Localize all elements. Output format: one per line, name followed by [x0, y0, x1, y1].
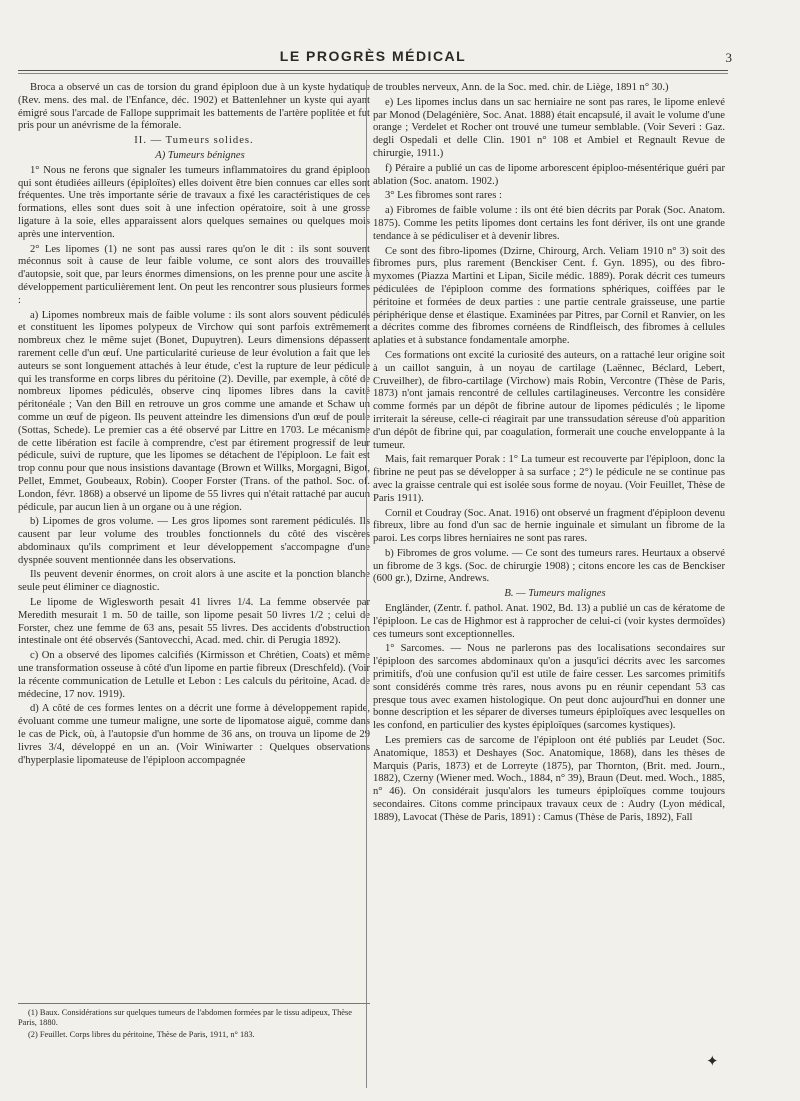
subsection-heading: B. — Tumeurs malignes	[504, 588, 606, 600]
paragraph: b) Fibromes de gros volume. — Ce sont des tumeurs rares. Heurtaux a observé un fibrome de 3 kgs. (Soc. de chirurgie 1908) ; citons encore les cas de Benckiser (600 gr.), Dzirne, Andrews.	[373, 547, 725, 585]
journal-title: LE PROGRÈS MÉDICAL	[279, 48, 467, 64]
paragraph: a) Fibromes de faible volume : ils ont été bien décrits par Porak (Soc. Anatom. 1875). Comme les petits lipomes dont certains les font dériver, ils ont une grande tendance à se pédiculiser et à devenir libres.	[373, 205, 725, 242]
paragraph: c) On a observé des lipomes calcifiés (Kirmisson et Chrétien, Coats) et même une transformation osseuse à côté d'un lipome en partie fibreux (Dreschfeld). (Voir la récente communication de Letulle et Lebon : Les calculs du péritoine, Acad. de médecine, 17 nov. 1919).	[18, 650, 370, 700]
paragraph: Le lipome de Wiglesworth pesait 41 livres 1/4. La femme observée par Meredith mesurait 1 m. 50 de taille, son lipome pesait 50 livres 1/2 ; celui de Forster, chez une femme de 63 ans, pesait 55 livres. Des accidents d'obstruction intestinale ont été observés (Santovecchi, Acad. med. chir. di Perugia 1892).	[18, 597, 370, 647]
paragraph: Ils peuvent devenir énormes, on croit alors à une ascite et la ponction blanche seule peut éliminer ce diagnostic.	[18, 569, 370, 594]
paragraph: Engländer, (Zentr. f. pathol. Anat. 1902, Bd. 13) a publié un cas de kératome de l'épiploon. Le cas de Highmor est à rapprocher de celui-ci (voir kystes dermoïdes) ces tumeurs sont exceptionnelles.	[373, 603, 725, 640]
paragraph: Ces formations ont excité la curiosité des auteurs, on a rattaché leur origine soit à un caillot sanguin, à un noyau de cartilage (Laënnec, Béclard, Lebert, Cruveilher), de fibro-cartilage (Virchow) mais Robin, Vercontre (Thèse de Paris, 1873) n'ont jamais rencontré de cellules cartilagineuses. Vercontre les considère comme formés par un dépôt de fibrine autour de lipomes pédiculés ; le lipome irriterait la séreuse, celle-ci réagirait par une transsudation séreuse d'où apparition d'un dépôt de fibrine qui, par coagulation, formerait une couche enveloppante à la tumeur.	[373, 349, 725, 451]
paragraph: Ce sont des fibro-lipomes (Dzirne, Chirourg, Arch. Veliam 1910 n° 3) soit des fibromes purs, plus rarement (Benckiser Cent. f. Gyn. 1895), ou des fibro-myxomes (Piazza Martini et Lipan, Sicile médic. 1889). Porak décrit ces tumeurs pédiculées de l'épiploon comme des formations sphériques, coiffées par le péritoine et formées de deux parties : une partie centrale graisseuse, une partie périphérique dense et élastique. Examinées par Pitres, par Cornil et Ranvier, on les a décrites comme des fibromes cornéens de Rindfleisch, des fibromes à cellules aplaties et à substance fondamentale amorphe.	[373, 245, 725, 347]
running-header	[18, 44, 732, 71]
paragraph: de troubles nerveux, Ann. de la Soc. med. chir. de Liège, 1891 n° 30.)	[373, 82, 669, 93]
paragraph: Mais, fait remarquer Porak : 1° La tumeur est recouverte par l'épiploon, donc la fibrine ne peut pas se développer à sa surface ; 2°) le pédicule ne se continue pas avec la graisse centrale qui est isolée sous forme de noyau. (Voir Feuillet, Thèse de Paris 1911).	[373, 454, 725, 504]
paragraph: 3° Les fibromes sont rares :	[385, 190, 502, 202]
paragraph: f) Péraire a publié un cas de lipome arborescent épiploo-mésentérique guéri par ablation (Soc. anatom. 1902.)	[373, 162, 725, 187]
paragraph: e) Les lipomes inclus dans un sac herniaire ne sont pas rares, le lipome enlevé par Monod (Delagénière, Soc. Anat. 1888) était encapsulé, il avait le volume d'une orange ; Verdelet et Rocher ont trouvé une tumeur semblable. (Voir Severi : Gaz. degli Ospedali et delle Clin. 1901 n° 108 et Ambiel et Regnault Revue de chirurgie, 1911.)	[373, 96, 725, 159]
right-column	[373, 82, 725, 827]
paragraph: Broca a observé un cas de torsion du grand épiploon due à un kyste hydatique (Rev. mens. des mal. de l'Enfance, déc. 1902) et Battenlehner un kyste qui ayant émigré sous l'arcade de Fallope supprimait les battements de l'artère poplitée et fut pris pour un anévrisme de la fémorale.	[18, 82, 370, 132]
subsection-heading: A) Tumeurs bénignes	[155, 149, 245, 161]
ornament-icon: ✦	[706, 1054, 719, 1070]
header-rule	[18, 73, 728, 74]
paragraph: Cornil et Coudray (Soc. Anat. 1916) ont observé un fragment d'épiploon devenu fibreux, libre au fond d'un sac de hernie inguinale et simulant un fibrome de la paroi. Les corps libres herniaires ne sont pas rares.	[373, 507, 725, 545]
paragraph: Les premiers cas de sarcome de l'épiploon ont été publiés par Leudet (Soc. Anatomique, 1853) et Deshayes (Soc. Anatomique, 1868), dans les thèses de Marquis (Paris, 1873) et de Lorreyte (1875), par Thornton, (Brit. med. Journ., 1882), Czerny (Wiener med. Woch., 1884, n° 39), Braun (Deut. med. Woch., 1885, n° 46). On considérait jusqu'alors les tumeurs épiploïques comme toujours secondaires. Citons comme principaux travaux ceux de : Audry (Lyon médical, 1889), Lavocat (Thèse de Paris, 1891) : Camus (Thèse de Paris, 1892), Fall	[373, 735, 725, 823]
footnotes	[18, 1003, 370, 1042]
section-heading: II. — Tumeurs solides.	[134, 135, 254, 147]
footnote: (1) Baux. Considérations sur quelques tumeurs de l'abdomen formées par le tissu adipeux, Thèse Paris, 1880.	[18, 1008, 352, 1027]
column-divider	[366, 80, 367, 1088]
paragraph: a) Lipomes nombreux mais de faible volume : ils sont alors souvent pédiculés et constituent les lipomes polypeux de Virchow qui sont parfois extrêmement nombreux chez le même sujet (Bonet, Dupuytren). Leurs dimensions dépassent rarement celle d'un œuf. Une particularité curieuse de leur évolution a fait que les auteurs se sont longuement attachés à leur étude, c'est la rupture de leur pédicule qui les transforme en corps libres du péritoine (2). Deville, par exemple, à côté de nombreux lipomes pédiculés, observe cinq lipomes libres dans la cavité péritonéale ; Van den Bill en retrouve un gros comme une amande et Schaw un comme un œuf de pigeon. Ils peuvent atteindre les dimensions d'un œuf de poule (Sottas, Schede). Le premier cas a été observé par Littre en 1703. Le mécanisme de cette libération est facile à comprendre, c'est par étirement progressif de leur pédicule, suivi de rupture, que les lipomes se détachent de l'épiploon. Le fait est trop connu pour que nous insistions davantage (Brown et Willks, Morgagni, Bigot, Pellet, Emmet, Goubeaux, Robin). Cooper Forster (Trans. of the pathol. Soc. of. London, févr. 1868) a observé un lipome de 55 livres qui n'était rattaché par aucun pédicule, par aucun lien à un organe ou à une région.	[18, 309, 370, 513]
paragraph: 1° Sarcomes. — Nous ne parlerons pas des localisations secondaires sur l'épiploon des sarcomes abdominaux qu'on a jusqu'ici décrits avec les sarcomes primitifs, d'où une confusion qu'il est utile de faire cesser. Les sarcomes primitifs sont considérés comme très rares, nous avons pu en réunir cependant 53 cas presque tous avec examen histologique. On peut donc aujourd'hui en donner une bonne description et les séparer de diverses tumeurs épiploïques avec lesquelles on les confond, en particulier des kystes épiploïques (sarcomes kystiques).	[373, 643, 725, 732]
paragraph: 2° Les lipomes (1) ne sont pas aussi rares qu'on le dit : ils sont souvent méconnus soit à cause de leur faible volume, ce sont alors des trouvailles d'autopsie, soit que, par leurs énormes dimensions, on les prenne pour une ascite à développement particulièrement lent. On peut les rencontrer sous plusieurs formes :	[18, 243, 370, 306]
footnote: (2) Feuillet. Corps libres du péritoine, Thèse de Paris, 1911, n° 183.	[28, 1030, 255, 1039]
paragraph: 1° Nous ne ferons que signaler les tumeurs inflammatoires du grand épiploon qui sont étudiées ailleurs (épiploïtes) elles doivent être bien connues car elles sont fréquentes. Une très importante série de travaux a fixé les caractéristiques de ces formations, elles sont dues soit à une infection opératoire, soit à une grosse ligature à la soie, elles apparaissent alors quelques semaines ou quelques mois après une intervention.	[18, 164, 370, 240]
left-column	[18, 82, 370, 769]
page-number: 3	[725, 50, 732, 65]
paragraph: d) A côté de ces formes lentes on a décrit une forme à développement rapide, évoluant comme une tumeur maligne, une sorte de lipomatose aiguë, comme dans le cas de Pick, où, à l'autopsie d'un homme de 36 ans, on trouva un lipome de 29 livres 3/4, développé en un an. (Voir Winiwarter : Quelques observations d'hyperplasie lipomateuse de l'épiploon accompagnée	[18, 703, 370, 766]
paragraph: b) Lipomes de gros volume. — Les gros lipomes sont rarement pédiculés. Ils causent par leur volume des troubles fonctionnels du côté des viscères abdominaux qu'ils compriment et leur développement s'accompagne d'une dyspnée souvent mentionnée dans les observations.	[18, 516, 370, 566]
